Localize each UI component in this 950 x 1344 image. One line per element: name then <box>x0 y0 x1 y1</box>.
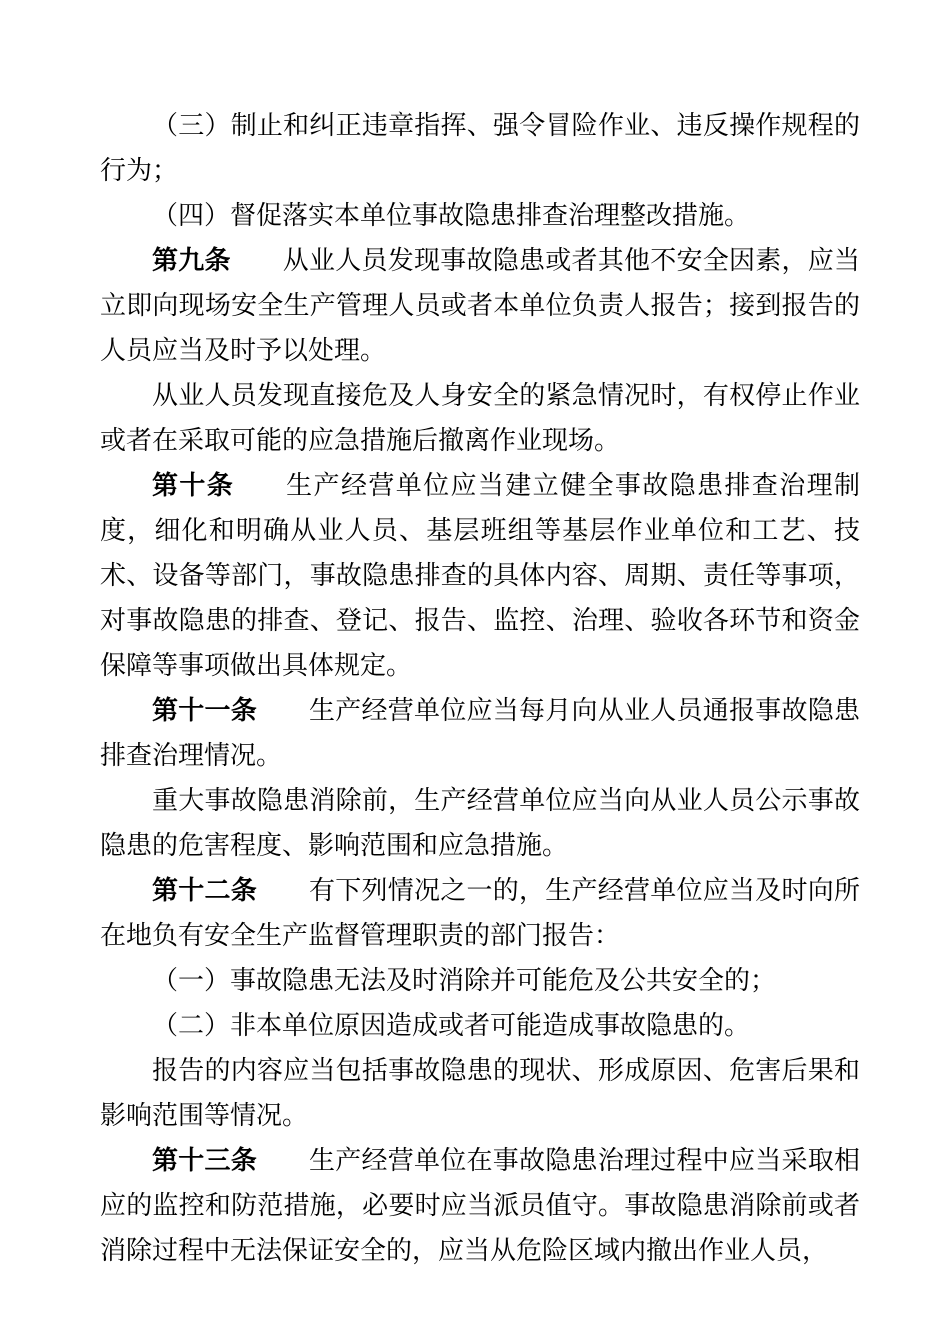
paragraph-text: （一）事故隐患无法及时消除并可能危及公共安全的； <box>152 966 777 996</box>
paragraph-text: 从业人员发现直接危及人身安全的紧急情况时，有权停止作业或者在采取可能的应急措施后撤离作业现场。 <box>100 381 860 456</box>
paragraph-text: 重大事故隐患消除前，生产经营单位应当向从业人员公示事故隐患的危害程度、影响范围和应急措施。 <box>100 786 860 861</box>
article-number: 第十条 <box>152 471 235 501</box>
paragraph-text: 报告的内容应当包括事故隐患的现状、形成原因、危害后果和影响范围等情况。 <box>100 1056 860 1131</box>
article-12-paragraph-2 <box>100 1049 860 1139</box>
article-9 <box>100 239 860 374</box>
article-12-item-2 <box>100 1004 860 1049</box>
article-number: 第十三条 <box>152 1146 257 1176</box>
paragraph-item-4 <box>100 194 860 239</box>
paragraph-text: 从业人员发现事故隐患或者其他不安全因素，应当立即向现场安全生产管理人员或者本单位负责人报告；接到报告的人员应当及时予以处理。 <box>100 246 860 366</box>
paragraph-text: 有下列情况之一的，生产经营单位应当及时向所在地负有安全生产监督管理职责的部门报告： <box>100 876 860 951</box>
paragraph-text: 生产经营单位应当每月向从业人员通报事故隐患排查治理情况。 <box>100 696 860 771</box>
article-12-item-1 <box>100 959 860 1004</box>
article-number: 第十一条 <box>152 696 257 726</box>
paragraph-item-3 <box>100 104 860 194</box>
paragraph-text: （二）非本单位原因造成或者可能造成事故隐患的。 <box>152 1011 751 1041</box>
article-number: 第十二条 <box>152 876 257 906</box>
paragraph-text: （四）督促落实本单位事故隐患排查治理整改措施。 <box>152 201 751 231</box>
article-11 <box>100 689 860 779</box>
article-12 <box>100 869 860 959</box>
article-9-paragraph-2 <box>100 374 860 464</box>
paragraph-text: （三）制止和纠正违章指挥、强令冒险作业、违反操作规程的行为； <box>100 111 860 186</box>
paragraph-text: 生产经营单位应当建立健全事故隐患排查治理制度，细化和明确从业人员、基层班组等基层作业单位和工艺、技术、设备等部门，事故隐患排查的具体内容、周期、责任等事项，对事故隐患的排查、登记、报告、监控、治理、验收各环节和资金保障等事项做出具体规定。 <box>100 471 860 681</box>
article-13 <box>100 1139 860 1274</box>
article-number: 第九条 <box>152 246 231 276</box>
document-page <box>100 104 860 1274</box>
article-10 <box>100 464 860 689</box>
paragraph-text: 生产经营单位在事故隐患治理过程中应当采取相应的监控和防范措施，必要时应当派员值守。事故隐患消除前或者消除过程中无法保证安全的，应当从危险区域内撤出作业人员， <box>100 1146 860 1266</box>
article-11-paragraph-2 <box>100 779 860 869</box>
